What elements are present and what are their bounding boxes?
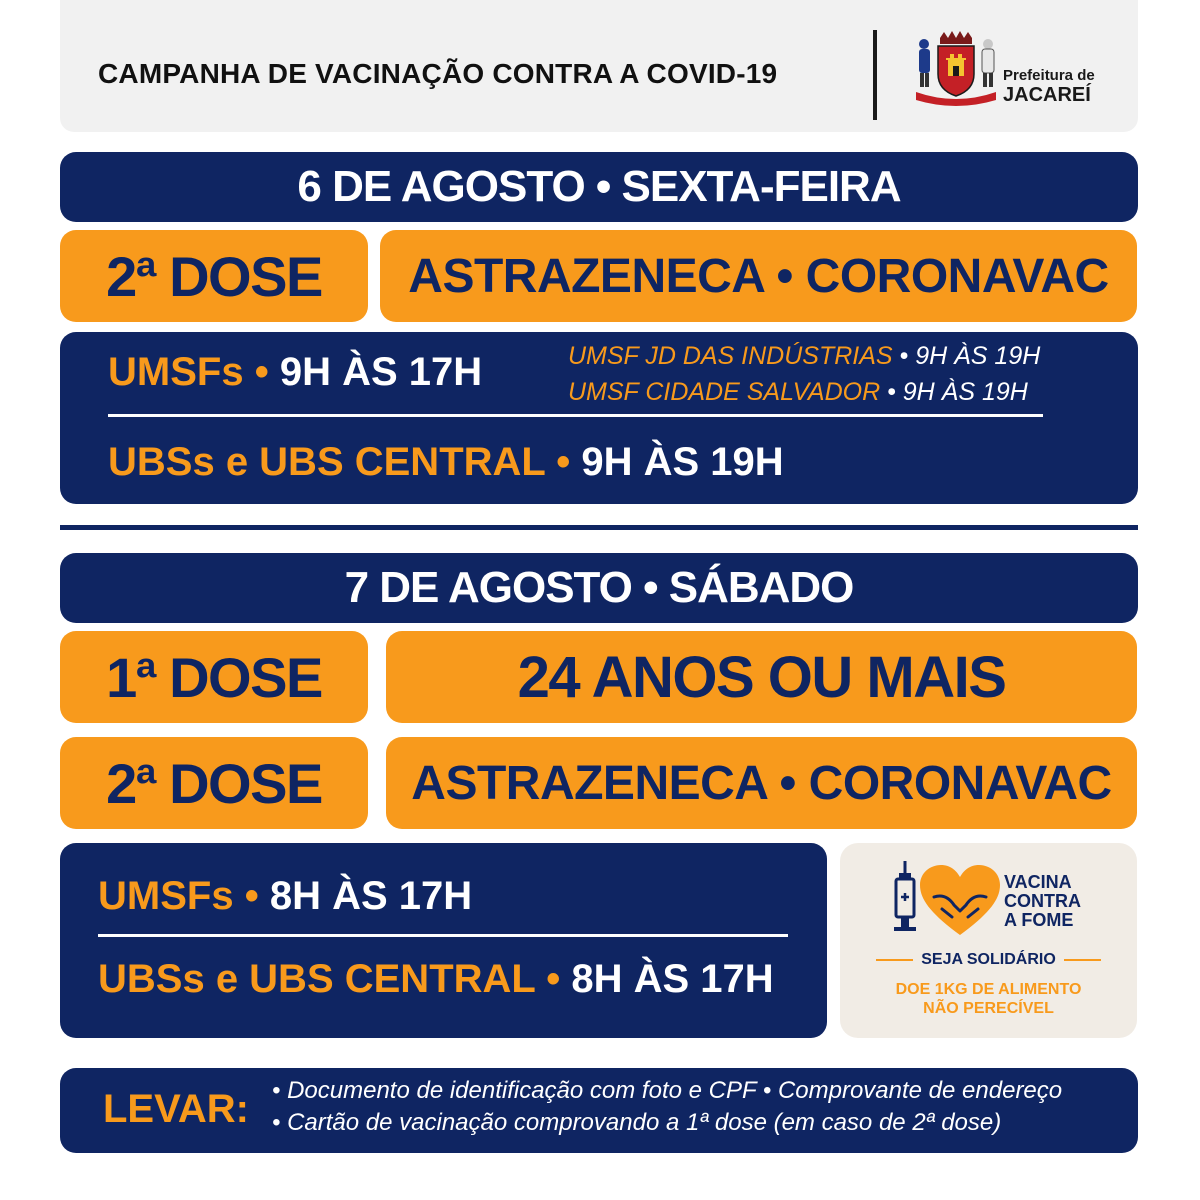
day1-exception-2 [568,378,1028,407]
exception-name: UMSF CIDADE SALVADOR [568,378,881,406]
day1-ubs-row [108,440,784,485]
campaign-title-line3: A FOME [1004,910,1074,930]
day1-vaccines-box [380,230,1137,322]
heart-hands-icon [920,865,1000,937]
campaign-subtitle: SEJA SOLIDÁRIO [921,951,1056,968]
day2-ubs-hours: 8H ÀS 17H [571,957,774,1001]
requirements-line-1: • Documento de identificação com foto e CPF • Comprovante de endereço [272,1077,1063,1104]
campaign-cta-line2: NÃO PERECÍVEL [923,1000,1054,1017]
requirements-line-2: • Cartão de vacinação comprovando a 1ª dose (em caso de 2ª dose) [272,1109,1002,1136]
day2-dose1-box [60,631,368,723]
day1-divider [108,414,1043,417]
section-divider [60,525,1138,530]
bullet-separator: • [244,874,259,918]
day1-title: 6 DE AGOSTO • SEXTA-FEIRA [297,162,901,211]
day2-dose1-label: 1ª DOSE [106,645,322,709]
day1-dose2-label: 2ª DOSE [106,244,322,308]
prefeitura-label: Prefeitura de [1003,67,1095,84]
day1-exception-1 [568,342,1040,371]
city-coat-of-arms-icon [910,30,1002,106]
day2-title-bar [60,553,1138,623]
day2-ubs-row [98,957,774,1002]
page-title: CAMPANHA DE VACINAÇÃO CONTRA A COVID-19 [98,58,778,89]
city-name: JACAREÍ [1003,84,1091,106]
decorative-line [876,959,913,961]
exception-hours: • 9H ÀS 19H [899,342,1041,370]
exception-name: UMSF JD DAS INDÚSTRIAS [568,342,893,370]
campaign-title [1004,873,1081,930]
day2-ubs-label: UBSs e UBS CENTRAL [98,957,536,1001]
day1-ubs-label: UBSs e UBS CENTRAL [108,440,546,484]
day2-age-group-box [386,631,1137,723]
day1-vaccines: ASTRAZENECA • CORONAVAC [408,249,1109,303]
day2-umsf-hours: 8H ÀS 17H [269,874,473,918]
day2-vaccines-box [386,737,1137,829]
campaign-title-line2: CONTRA [1004,891,1081,911]
bullet-separator: • [546,957,561,1001]
campaign-cta [840,980,1137,1018]
day2-dose2-box [60,737,368,829]
day1-umsf-label: UMSFs [108,350,244,394]
day2-umsf-row [98,874,472,919]
campaign-box [840,843,1137,1038]
exception-hours: • 9H ÀS 19H [887,378,1028,406]
campaign-subtitle-row [876,951,1101,969]
header-divider [873,30,877,120]
day2-title: 7 DE AGOSTO • SÁBADO [344,563,854,612]
day2-locations-box [60,843,827,1038]
campaign-cta-line1: DOE 1KG DE ALIMENTO [895,981,1082,998]
day2-divider [98,934,788,937]
day2-dose2-label: 2ª DOSE [106,751,322,815]
day1-umsf-hours: 9H ÀS 17H [279,350,483,394]
bullet-separator: • [254,350,269,394]
requirements-label: LEVAR: [103,1087,249,1131]
day1-ubs-hours: 9H ÀS 19H [581,440,784,484]
bullet-separator: • [556,440,571,484]
campaign-title-line1: VACINA [1004,872,1072,892]
syringe-icon [890,861,920,941]
day1-dose2-box [60,230,368,322]
day1-umsf-row [108,350,482,395]
day2-umsf-label: UMSFs [98,874,234,918]
day1-title-bar [60,152,1138,222]
day2-vaccines: ASTRAZENECA • CORONAVAC [411,756,1112,810]
day2-age-group: 24 ANOS OU MAIS [517,644,1006,710]
decorative-line [1064,959,1101,961]
